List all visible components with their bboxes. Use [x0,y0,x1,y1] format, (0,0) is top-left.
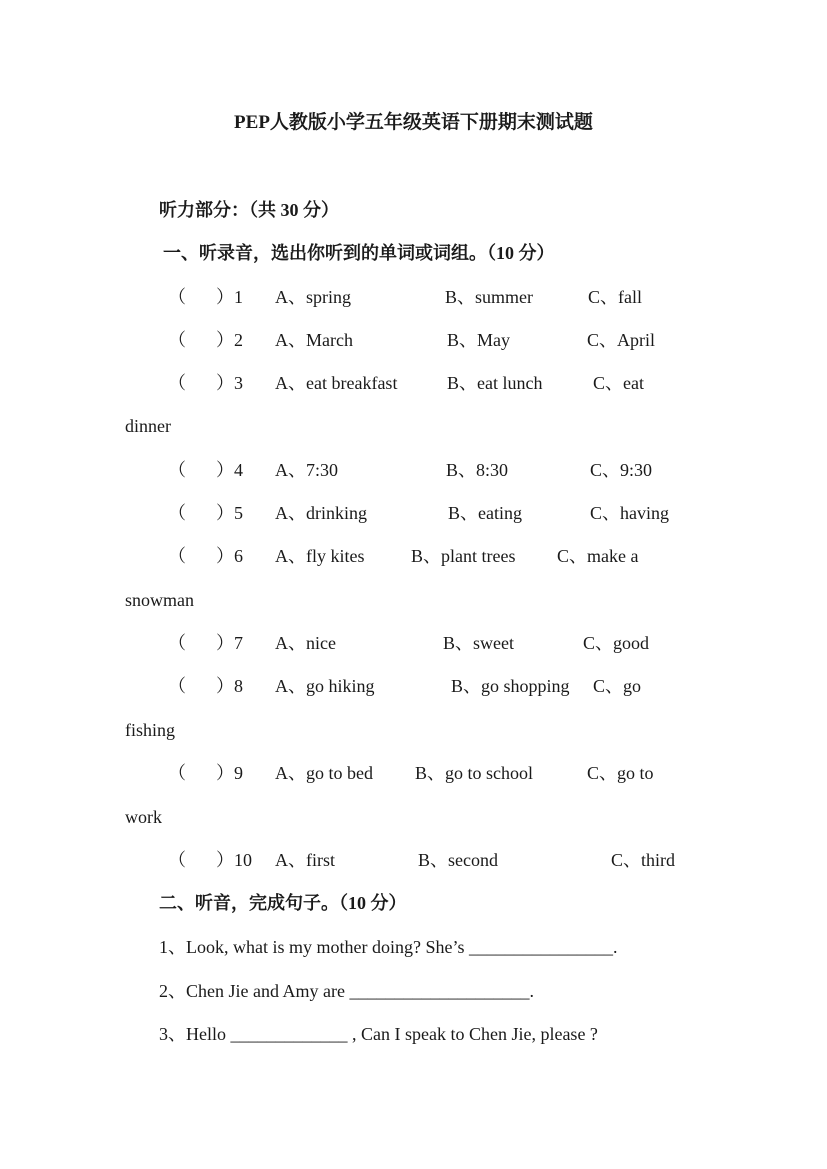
part1-heading: 一、听录音，选出你听到的单词或词组。（10 分） [163,243,555,263]
item-1-option-b: B、summer [445,287,533,307]
item-4-option-a: A、7:30 [275,460,338,480]
item-10-option-a: A、first [275,850,335,870]
item-7-paren: （ [168,633,186,653]
item-10-number: ）10 [216,850,252,870]
item-10-paren: （ [168,850,186,870]
item-10-option-b: B、second [418,850,498,870]
item-8-number: ）8 [216,676,243,696]
item-9-option-b: B、go to school [415,763,534,783]
item-5-option-b: B、eating [448,503,522,523]
item-9-number: ）9 [216,763,243,783]
item-6-paren: （ [168,546,186,566]
sentence-3: 3、Hello _____________ , Can I speak to Chen Jie, please ? [159,1024,598,1044]
item-2-number: ）2 [216,330,243,350]
section-listening: 听力部分：（共 30 分） [159,200,339,220]
item-8-paren: （ [168,676,186,696]
item-9-option-c: C、go to [587,763,654,783]
item-4-paren: （ [168,460,186,480]
item-7-option-c: C、good [583,633,650,653]
item-3-option-b: B、eat lunch [447,373,543,393]
sentence-2: 2、Chen Jie and Amy are ____________________. [159,981,534,1001]
item-5-paren: （ [168,503,186,523]
item-4-option-c: C、9:30 [590,460,653,480]
item-5-option-a: A、drinking [275,503,367,523]
item-6-option-a: A、fly kites [275,546,365,566]
item-3-number: ）3 [216,373,243,393]
part2-heading: 二、听音，完成句子。（10 分） [159,893,407,913]
page-title: PEP人教版小学五年级英语下册期末测试题 [234,112,593,133]
item-6-number: ）6 [216,546,243,566]
item-1-option-a: A、spring [275,287,351,307]
item-4-number: ）4 [216,460,243,480]
item-2-option-c: C、April [587,330,656,350]
item-8-option-c: C、go [593,676,642,696]
item-3-wrap: dinner [125,416,171,436]
item-8-wrap: fishing [125,720,176,740]
item-2-option-b: B、May [447,330,510,350]
item-9-wrap: work [125,807,162,827]
item-6-wrap: snowman [125,590,194,610]
item-1-option-c: C、fall [588,287,642,307]
item-9-paren: （ [168,763,186,783]
item-8-option-a: A、go hiking [275,676,375,696]
item-6-option-b: B、plant trees [411,546,516,566]
item-6-option-c: C、make a [557,546,639,566]
item-7-option-b: B、sweet [443,633,514,653]
item-9-option-a: A、go to bed [275,763,373,783]
item-2-option-a: A、March [275,330,353,350]
sentence-1: 1、Look, what is my mother doing? She’s ________________. [159,937,618,957]
item-5-number: ）5 [216,503,243,523]
item-3-paren: （ [168,373,186,393]
item-1-number: ）1 [216,287,243,307]
item-10-option-c: C、third [611,850,676,870]
item-5-option-c: C、having [590,503,669,523]
item-3-option-c: C、eat [593,373,644,393]
item-1-paren: （ [168,287,186,307]
item-3-option-a: A、eat breakfast [275,373,398,393]
item-8-option-b: B、go shopping [451,676,570,696]
item-4-option-b: B、8:30 [446,460,509,480]
item-7-option-a: A、nice [275,633,336,653]
item-2-paren: （ [168,330,186,350]
item-7-number: ）7 [216,633,243,653]
